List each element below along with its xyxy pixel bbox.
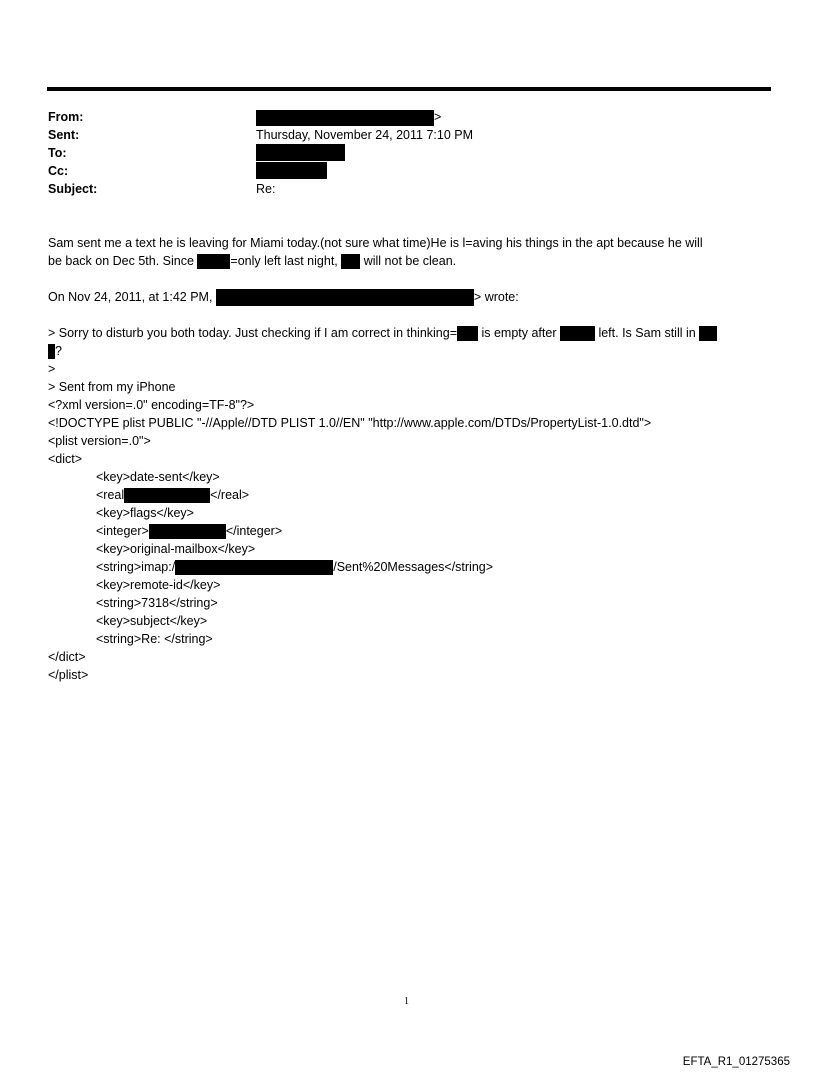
xml-line-13: <key>subject</key> [96,614,208,628]
redaction-block [341,254,360,269]
redaction-block [256,162,327,179]
xml-line-7: <key>flags</key> [96,506,194,520]
subject-label: Subject: [48,182,98,196]
to-value [256,143,345,161]
to-label: To: [48,146,67,160]
redaction-block [124,488,210,503]
from-suffix: > [434,110,442,124]
redaction-block [560,326,595,341]
xml-line-14: <string>Re: </string> [96,632,213,646]
xml-line-4: <dict> [48,452,83,466]
quoted-line-1: > Sorry to disturb you both today. Just checking if I am correct in thinking= is empty after left. Is Sam still in [48,324,717,342]
from-label: From: [48,110,84,124]
redaction-block [175,560,333,575]
redaction-block [216,289,474,306]
xml-line-16: </plist> [48,668,89,682]
redaction-block [457,326,478,341]
quoted-line-3: > [48,362,56,376]
body-line-2: be back on Dec 5th. Since =only left last night, will not be clean. [48,254,457,268]
quoted-line-4: > Sent from my iPhone [48,380,176,394]
xml-line-2: <!DOCTYPE plist PUBLIC "-//Apple//DTD PLIST 1.0//EN" "http://www.apple.com/DTDs/PropertyList-1.0.dtd"> [48,416,652,430]
footer-id: EFTA_R1_01275365 [682,1056,790,1068]
redaction-block [48,344,55,359]
cc-value [256,161,327,179]
xml-line-11: <key>remote-id</key> [96,578,221,592]
reply-header: On Nov 24, 2011, at 1:42 PM, > wrote: [48,288,519,306]
redaction-block [149,524,226,539]
body-line-1: Sam sent me a text he is leaving for Miami today.(not sure what time)He is l=aving his things in the apt because he will [48,236,703,250]
xml-line-12: <string>7318</string> [96,596,218,610]
xml-line-3: <plist version=.0"> [48,434,151,448]
xml-line-8: <integer> </integer> [96,524,283,538]
xml-line-10: <string>imap:/ /Sent%20Messages</string> [96,560,494,574]
header-rule [47,87,771,91]
redaction-block [197,254,230,269]
page-number: 1 [404,996,409,1007]
xml-line-6: <real </real> [96,488,250,502]
redaction-block [699,326,717,341]
cc-label: Cc: [48,164,69,178]
xml-line-9: <key>original-mailbox</key> [96,542,256,556]
quoted-line-2: ? [48,342,62,360]
xml-line-15: </dict> [48,650,86,664]
redaction-block [256,110,434,126]
sent-label: Sent: [48,128,80,142]
sent-value: Thursday, November 24, 2011 7:10 PM [256,128,474,142]
redaction-block [256,144,345,161]
xml-line-1: <?xml version=.0" encoding=TF-8"?> [48,398,255,412]
from-value [256,108,441,126]
xml-line-5: <key>date-sent</key> [96,470,220,484]
subject-value: Re: [256,182,276,196]
